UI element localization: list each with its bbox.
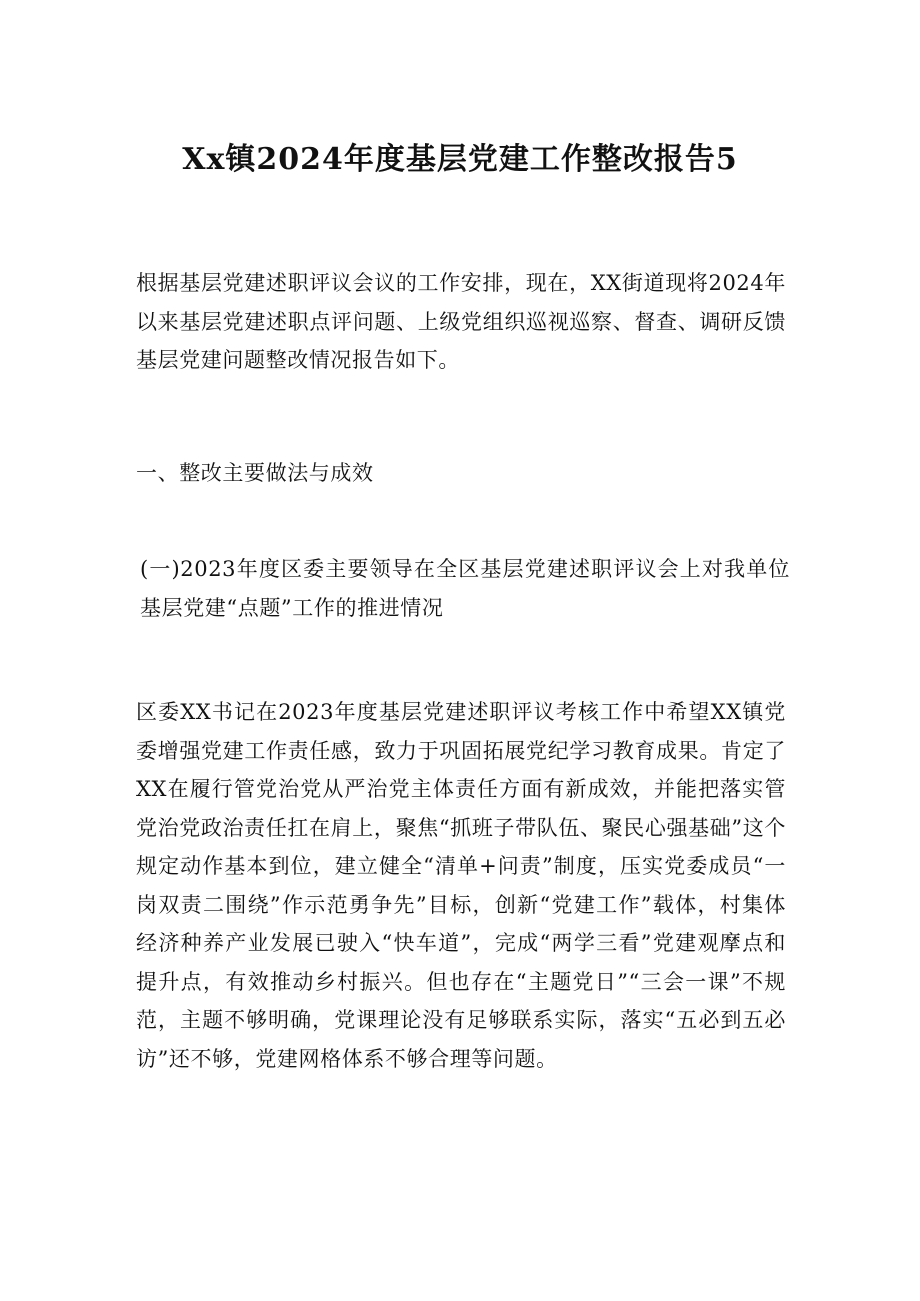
section-heading: 一、整改主要做法与成效 [136, 461, 374, 485]
subsection-heading: (一)2023年度区委主要领导在全区基层党建述职评议会上对我单位基层党建“点题”工作的推进情况 [140, 557, 790, 620]
document-title: Xx镇2024年度基层党建工作整改报告5 [182, 142, 738, 177]
intro-paragraph: 根据基层党建述职评议会议的工作安排，现在，XX街道现将2024年以来基层党建述职点评问题、上级党组织巡视巡察、督查、调研反馈基层党建问题整改情况报告如下。 [136, 271, 786, 372]
body-paragraph: 区委XX书记在2023年度基层党建述职评议考核工作中希望XX镇党委增强党建工作责任感，致力于巩固拓展党纪学习教育成果。肯定了XX在履行管党治党从严治党主体责任方面有新成效，并能把落实管党治党政治责任扛在肩上，聚焦“抓班子带队伍、聚民心强基础”这个规定动作基本到位，建立健全“清单+问责”制度，压实党委成员“一岗双责二围绕”作示范勇争先”目标，创新“党建工作”载体，村集体经济种养产业发展已驶入“快车道”，完成“两学三看”党建观摩点和提升点，有效推动乡村振兴。但也存在“主题党日”“三会一课”不规范，主题不够明确，党课理论没有足够联系实际，落实“五必到五必访”还不够，党建网格体系不够合理等问题。 [136, 700, 786, 1071]
